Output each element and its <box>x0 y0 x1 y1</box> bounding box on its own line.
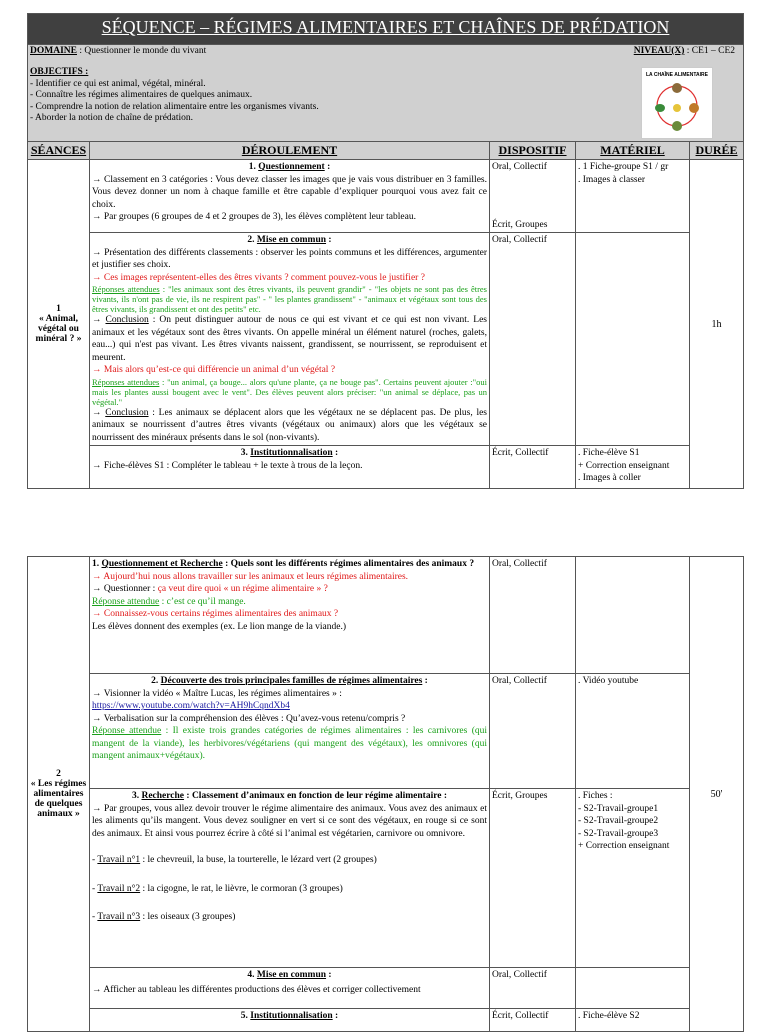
sequence-table-2 <box>27 556 744 1032</box>
s2-step-3-materiel: . Fiches : - S2-Travail-groupe1 - S2-Travail-groupe2 - S2-Travail-groupe3 + Correction enseignant <box>576 789 690 968</box>
youtube-link[interactable]: https://www.youtube.com/watch?v=AH9hCqndXb4 <box>92 701 290 711</box>
s2-step-3-dispositif: Écrit, Groupes <box>490 789 576 968</box>
header-deroulement: DÉROULEMENT <box>90 142 490 160</box>
objectif-item: - Aborder la notion de chaîne de prédation. <box>30 113 194 123</box>
s1-step-2-dispositif: Oral, Collectif <box>490 233 576 446</box>
seance-1-label: 1 « Animal, végétal ou minéral ? » <box>28 160 90 489</box>
seance-2-label: 2 « Les régimes alimentaires de quelques animaux » <box>28 557 90 1032</box>
s2-step-4-dispositif: Oral, Collectif <box>490 968 576 1009</box>
s1-step-1-materiel: . 1 Fiche-groupe S1 / gr . Images à classer <box>576 160 690 233</box>
thumb-title: LA CHAÎNE ALIMENTAIRE <box>645 72 709 78</box>
header-materiel: MATÉRIEL <box>576 142 690 160</box>
s2-step-1: 1. Questionnement et Recherche : Quels sont les différents régimes alimentaires des animaux ? → Aujourd’hui nous allons travailler sur les animaux et leurs régimes alimentaires. → Questionner : ça veut dire quoi « un régime alimentaire » ? Réponse attendue : c’est ce qu’il mange. → Connaissez-vous certains régimes alimentaires des animaux ? Les élèves donnent des exemples (ex. Le lion mange de la viande.) <box>90 557 490 674</box>
s2-step-2: 2. Découverte des trois principales familles de régimes alimentaires : → Visionner la vidéo « Maître Lucas, les régimes alimentaires » : https://www.youtube.com/watch?v=AH9hCqndXb4 → Verbalisation sur la compréhension des élèves : Qu’avez-vous retenu/compris ? Réponse attendue : Il existe trois grandes catégories de régimes alimentaires : les carnivores (qui mangent de la viande), les herbivores/végétariens (qui mangent des végétaux), les omnivores (qui mangent animaux+végétaux). <box>90 674 490 789</box>
s1-step-3-dispositif: Écrit, Collectif <box>490 446 576 489</box>
header-info <box>28 45 744 142</box>
s2-step-3: 3. Recherche : Classement d’animaux en fonction de leur régime alimentaire : → Par groupes, vous allez devoir trouver le régime alimentaire des animaux. Vous avez des animaux et les aliments qu’ils mangent. Vous devez souligner en vert si ce sont des végétaux, en rouge si ce sont des animaux. Et ainsi vous pourrez écrire à côté si l’animal est végétarien, carnivore ou omnivore. - Travail n°1 : le chevreuil, la buse, la tourterelle, le lézard vert (2 groupes) - Travail n°2 : la cigogne, le rat, le lièvre, le cormoran (3 groupes) - Travail n°3 : les oiseaux (3 groupes) <box>90 789 490 968</box>
s1-step-2: 2. Mise en commun : → Présentation des différents classements : observer les points communs et les différences, argumenter et justifier ses choix. → Ces images représentent-elles des êtres vivants ? comment pouvez-vous le justifier ? Réponses attendues : "les animaux sont des êtres vivants, ils peuvent grandir" - "les objets ne sont pas des êtres vivants, ils n'ont pas de vie, ils ne respirent pas" - " les plantes grandissent" - "animaux et végétaux sont tous des êtres vivants, ils grandissent et ont des petits" etc. → Conclusion : On peut distinguer autour de nous ce qui est vivant et ce qui est non vivant. Les animaux et les végétaux sont des êtres vivants. On appelle minéral un élément naturel (roches, galets, eau...) qui n'est pas vivant. Les êtres vivants naissent, grandissent, se nourrissent, se reproduisent et meurent. → Mais alors qu’est-ce qui différencie un animal d’un végétal ? Réponses attendues : "un animal, ça bouge... alors qu'une plante, ça ne bouge pas". Certains peuvent ajouter :"oui mais les plantes aussi bougent avec le vent". Des élèves peuvent alors préciser: "un animal se déplace, pas un végétal." → Conclusion : Les animaux se déplacent alors que les végétaux ne se déplacent pas. De plus, les animaux se nourrissent d’autres êtres vivants (végétaux ou animaux) alors que les végétaux se nourrissent des minéraux présents dans le sol (non-vivants). <box>90 233 490 446</box>
objectifs <box>30 67 319 125</box>
sequence-title: SÉQUENCE – RÉGIMES ALIMENTAIRES ET CHAÎNES DE PRÉDATION <box>28 14 744 45</box>
s2-step-4-materiel <box>576 968 690 1009</box>
s1-step-1-dispositif: Oral, Collectif Écrit, Groupes <box>490 160 576 233</box>
s2-step-4: 4. Mise en commun : → Afficher au tableau les différentes productions des élèves et corriger collectivement <box>90 968 490 1009</box>
objectif-item: - Comprendre la notion de relation alimentaire entre les organismes vivants. <box>30 101 319 112</box>
header-seances: SÉANCES <box>28 142 90 160</box>
header-duree: DURÉE <box>690 142 744 160</box>
s1-step-2-materiel <box>576 233 690 446</box>
s1-step-1: 1. Questionnement : → Classement en 3 catégories : Vous devez classer les images que je vais vous distribuer en 3 familles. Vous devez donner un nom à chaque famille et être capable d’expliquer pourquoi vous avez fait ce choix. → Par groupes (6 groupes de 4 et 2 groupes de 3), les élèves complètent leur tableau. <box>90 160 490 233</box>
s2-step-1-dispositif: Oral, Collectif <box>490 557 576 674</box>
s2-step-5-materiel: . Fiche-élève S2 <box>576 1009 690 1032</box>
objectifs-label: OBJECTIFS : <box>30 67 89 77</box>
s2-step-2-materiel: . Vidéo youtube <box>576 674 690 789</box>
niveau-label: NIVEAU(X) <box>633 46 685 56</box>
header-dispositif: DISPOSITIF <box>490 142 576 160</box>
sequence-table-1 <box>27 13 744 489</box>
niveau-text: : CE1 – CE2 <box>684 46 736 56</box>
food-chain-illustration <box>641 67 713 139</box>
s1-duree: 1h <box>690 160 744 489</box>
objectif-item: - Connaître les régimes alimentaires de quelques animaux. <box>30 90 253 100</box>
s2-duree: 50' <box>690 557 744 1032</box>
domaine-label: DOMAINE <box>30 46 77 56</box>
s1-step-3: 3. Institutionnalisation : → Fiche-élèves S1 : Compléter le tableau + le texte à trous de la leçon. <box>90 446 490 489</box>
domaine-text: : Questionner le monde du vivant <box>76 46 207 56</box>
s2-step-1-materiel <box>576 557 690 674</box>
s1-step-3-materiel: . Fiche-élève S1 + Correction enseignant . Images à coller <box>576 446 690 489</box>
s2-step-5: 5. Institutionnalisation : <box>90 1009 490 1032</box>
objectif-item: - Identifier ce qui est animal, végétal, minéral. <box>30 78 206 89</box>
s2-step-5-dispositif: Écrit, Collectif <box>490 1009 576 1032</box>
s2-step-2-dispositif: Oral, Collectif <box>490 674 576 789</box>
